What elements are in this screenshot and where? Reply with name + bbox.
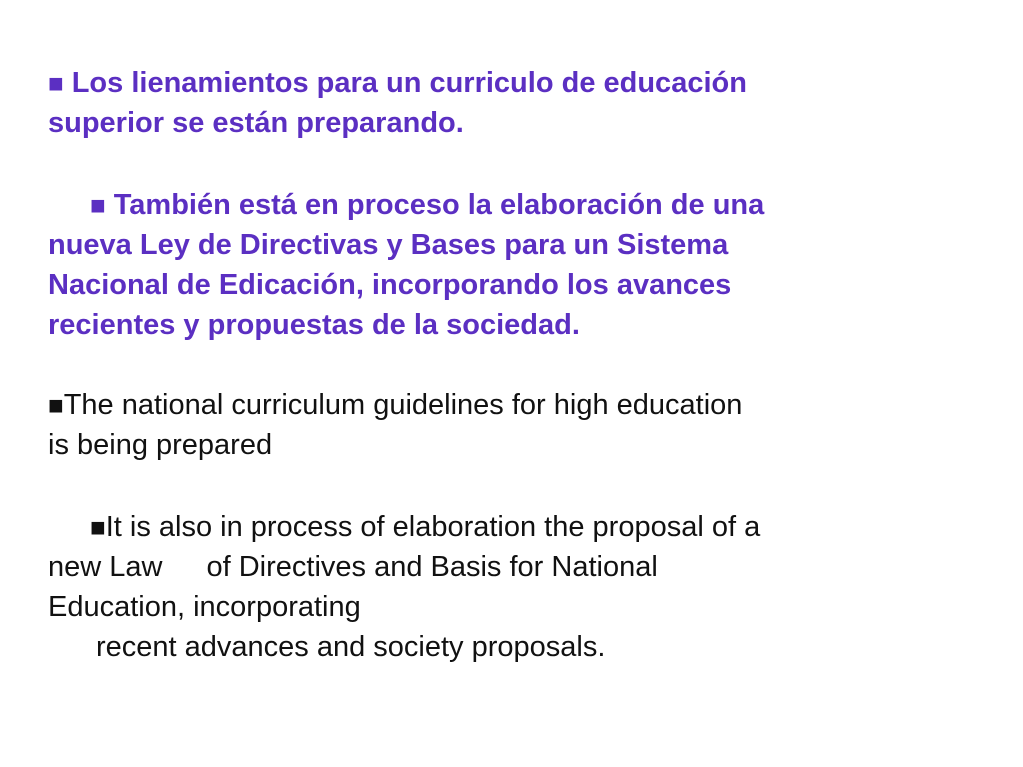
- english-paragraph-2-text-1: It is also in process of elaboration the proposal of a: [105, 511, 761, 543]
- english-paragraph-2-line-3: Education, incorporating: [48, 591, 361, 623]
- spanish-paragraph-2-line-3: Nacional de Edicación, incorporando los avances: [48, 269, 732, 301]
- square-bullet-icon: ■: [90, 512, 106, 542]
- spanish-paragraph-2-line-4: recientes y propuestas de la sociedad.: [48, 309, 580, 341]
- english-paragraph-2-line-4: recent advances and society proposals.: [96, 631, 606, 663]
- square-bullet-icon: ■: [90, 190, 106, 220]
- spanish-paragraph-1-text-1: Los lienamientos para un curriculo de educación: [71, 67, 747, 99]
- spanish-paragraph-1-line-2: superior se están preparando.: [48, 107, 464, 139]
- english-paragraph-2-line-2: [48, 547, 988, 587]
- spanish-paragraph-2-line-1: [48, 185, 988, 225]
- spanish-paragraph-2-line-2: nueva Ley de Directivas y Bases para un Sistema: [48, 229, 729, 261]
- english-paragraph-1-line-1: [48, 385, 988, 425]
- english-paragraph-2-text-2b: of Directives and Basis for National: [206, 551, 658, 583]
- spanish-paragraph-1: [48, 63, 988, 143]
- english-paragraph-1: [48, 385, 988, 465]
- english-paragraph-2-line-1: [48, 507, 988, 547]
- english-paragraph-2: [48, 507, 988, 667]
- english-paragraph-1-text-1: The national curriculum guidelines for high education: [63, 389, 743, 421]
- spanish-paragraph-2: [48, 185, 988, 345]
- square-bullet-icon: ■: [48, 390, 64, 420]
- square-bullet-icon: ■: [48, 68, 64, 98]
- spanish-paragraph-1-line-1: [48, 63, 988, 103]
- english-paragraph-2-text-2a: new Law: [48, 551, 163, 583]
- english-paragraph-1-line-2: is being prepared: [48, 429, 273, 461]
- spanish-paragraph-2-text-1: También está en proceso la elaboración de una: [113, 189, 765, 221]
